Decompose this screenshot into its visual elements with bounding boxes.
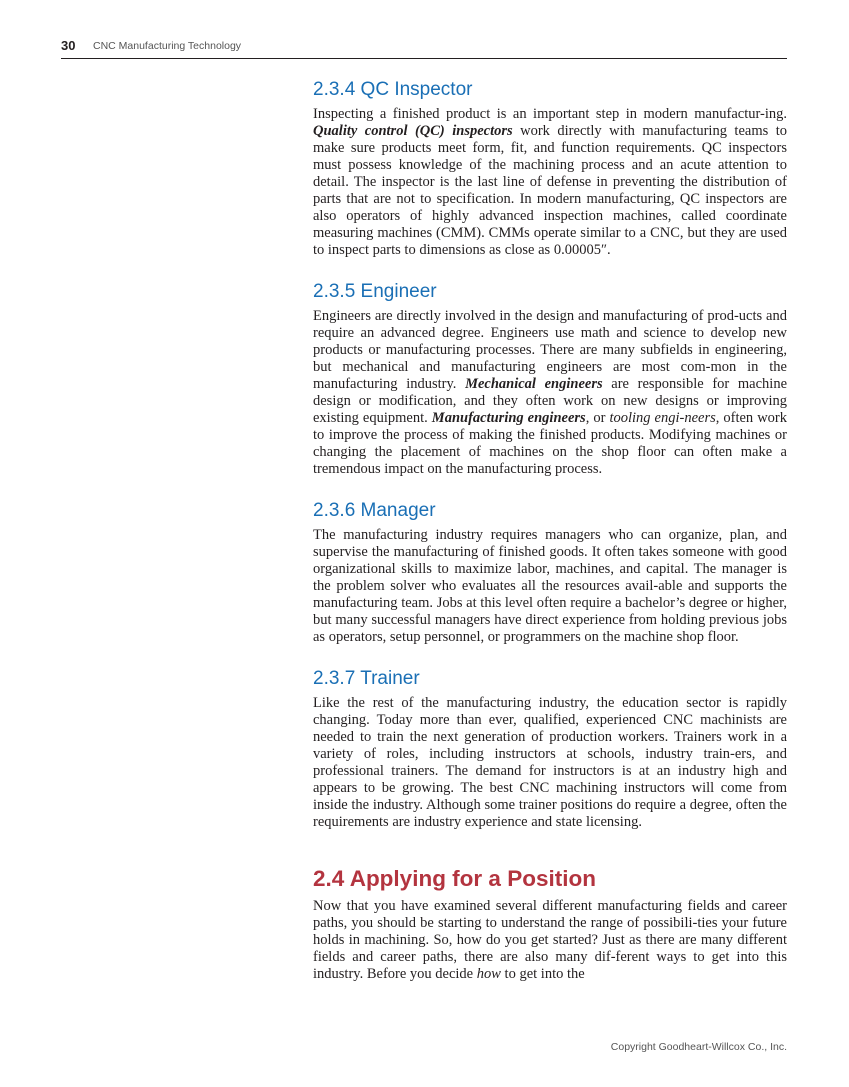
section-paragraph: Like the rest of the manufacturing industry, the education sector is rapidly changing. Today more than ever, qualified, experienced CNC machinists are needed to train the next generation of production workers. Trainers work in a variety of roles, including instructors at schools, industry train-ers, and professional trainers. The demand for instructors is at an industry high and appears to be growing. The best CNC machining instructors will come from inside the industry. Although some trainer positions do require a degree, often the requirements are industry experience and state licensing. — [313, 695, 787, 830]
text-run: work directly with manufacturing teams to make sure products meet form, fit, and function requirements. QC inspectors must possess knowledge of the machining process and an acute attention to detail. The inspector is the last line of defense in preventing the distribution of parts that are not to specification. In modern manufacturing, QC inspectors are also operators of highly advanced inspection machines, called coordinate measuring machines (CMM). CMMs operate similar to a CNC, but they are used to inspect parts to dimensions as close as 0.00005″. — [313, 123, 788, 258]
text-run: , or — [585, 410, 610, 426]
text-run: Now that you have examined several different manufacturing fields and career paths, you should be starting to understand the range of possibili-ties your future holds in machining. So, how do you get started? Just as there are many different fields and career paths, there are also many dif-ferent ways to get into this industry. Before you decide — [313, 898, 787, 982]
key-term: Quality control (QC) inspectors — [313, 123, 513, 139]
section-qc-inspector — [313, 78, 787, 259]
key-term: Mechanical engineers — [465, 376, 603, 392]
text-run: to get into the — [500, 966, 585, 982]
section-applying — [313, 865, 787, 983]
section-paragraph — [313, 106, 787, 259]
text-run: are responsible for machine design or modification, and they often work on new designs or improving existing equipment. — [313, 376, 788, 426]
emphasis: how — [476, 966, 501, 982]
text-run: , often work to improve the process of making the finished products. Modifying machines or changing the placement of machines on the shop floor can often make a tremendous impact on the manufacturing process. — [313, 410, 788, 477]
running-title: CNC Manufacturing Technology — [93, 40, 242, 52]
main-content — [313, 78, 787, 1004]
section-heading: 2.3.6 Manager — [313, 500, 436, 521]
key-term: Manufacturing engineers — [431, 410, 586, 426]
section-manager — [313, 499, 787, 646]
section-paragraph: The manufacturing industry requires managers who can organize, plan, and supervise the manufacturing of finished goods. It often takes someone with good organizational skills to maximize labor, machines, and capital. The manager is the problem solver who evaluates all the resources avail-able and supports the manufacturing team. Jobs at this level often require a bachelor’s degree or higher, but many successful managers have direct experience from holding previous jobs as operators, setup personnel, or programmers on the machine shop floor. — [313, 527, 787, 645]
section-engineer — [313, 280, 787, 478]
section-paragraph — [313, 308, 787, 478]
copyright-footer: Copyright Goodheart-Willcox Co., Inc. — [610, 1041, 787, 1053]
section-trainer — [313, 667, 787, 831]
section-heading: 2.3.4 QC Inspector — [313, 79, 473, 100]
major-section-heading: 2.4 Applying for a Position — [313, 866, 596, 891]
page-header — [61, 38, 787, 59]
page-number: 30 — [61, 38, 76, 53]
section-heading: 2.3.7 Trainer — [313, 668, 420, 689]
section-paragraph — [313, 898, 787, 983]
text-run: Engineers are directly involved in the design and manufacturing of prod-ucts and require an advanced degree. Engineers use math and science to develop new products or manufacturing processes. There are many subfields in engineering, but mechanical and manufacturing engineers are most com-mon in the manufacturing industry. — [313, 308, 787, 392]
text-run: Inspecting a finished product is an important step in modern manufactur-ing. — [313, 106, 787, 122]
key-term: tooling engi-neers — [609, 410, 716, 426]
section-heading: 2.3.5 Engineer — [313, 281, 437, 302]
